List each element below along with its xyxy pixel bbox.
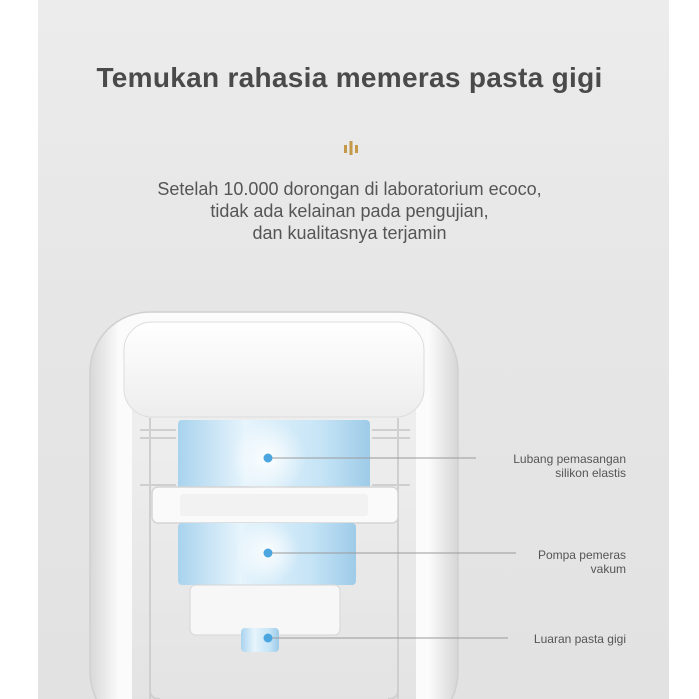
callout-line: Luaran pasta gigi [533, 632, 626, 646]
callout-line: Lubang pemasangan [513, 452, 626, 466]
pump-base [190, 585, 340, 635]
dispenser-lid [124, 322, 424, 417]
callout-line: Pompa pemeras [537, 548, 626, 562]
callout-paste-outlet [500, 632, 626, 646]
page-title: Temukan rahasia memeras pasta gigi [96, 62, 603, 93]
paste-outlet [241, 628, 279, 652]
subtitle-line: Setelah 10.000 dorongan di laboratorium ecoco, [157, 179, 542, 199]
subtitle-line: dan kualitasnya terjamin [252, 223, 447, 243]
callout-silicone-hole [480, 452, 626, 480]
callout-line: vakum [590, 562, 626, 576]
subtitle-line: tidak ada kelainan pada pengujian, [210, 201, 489, 221]
callout-vacuum-pump [500, 548, 626, 576]
callout-line: silikon elastis [555, 466, 626, 480]
